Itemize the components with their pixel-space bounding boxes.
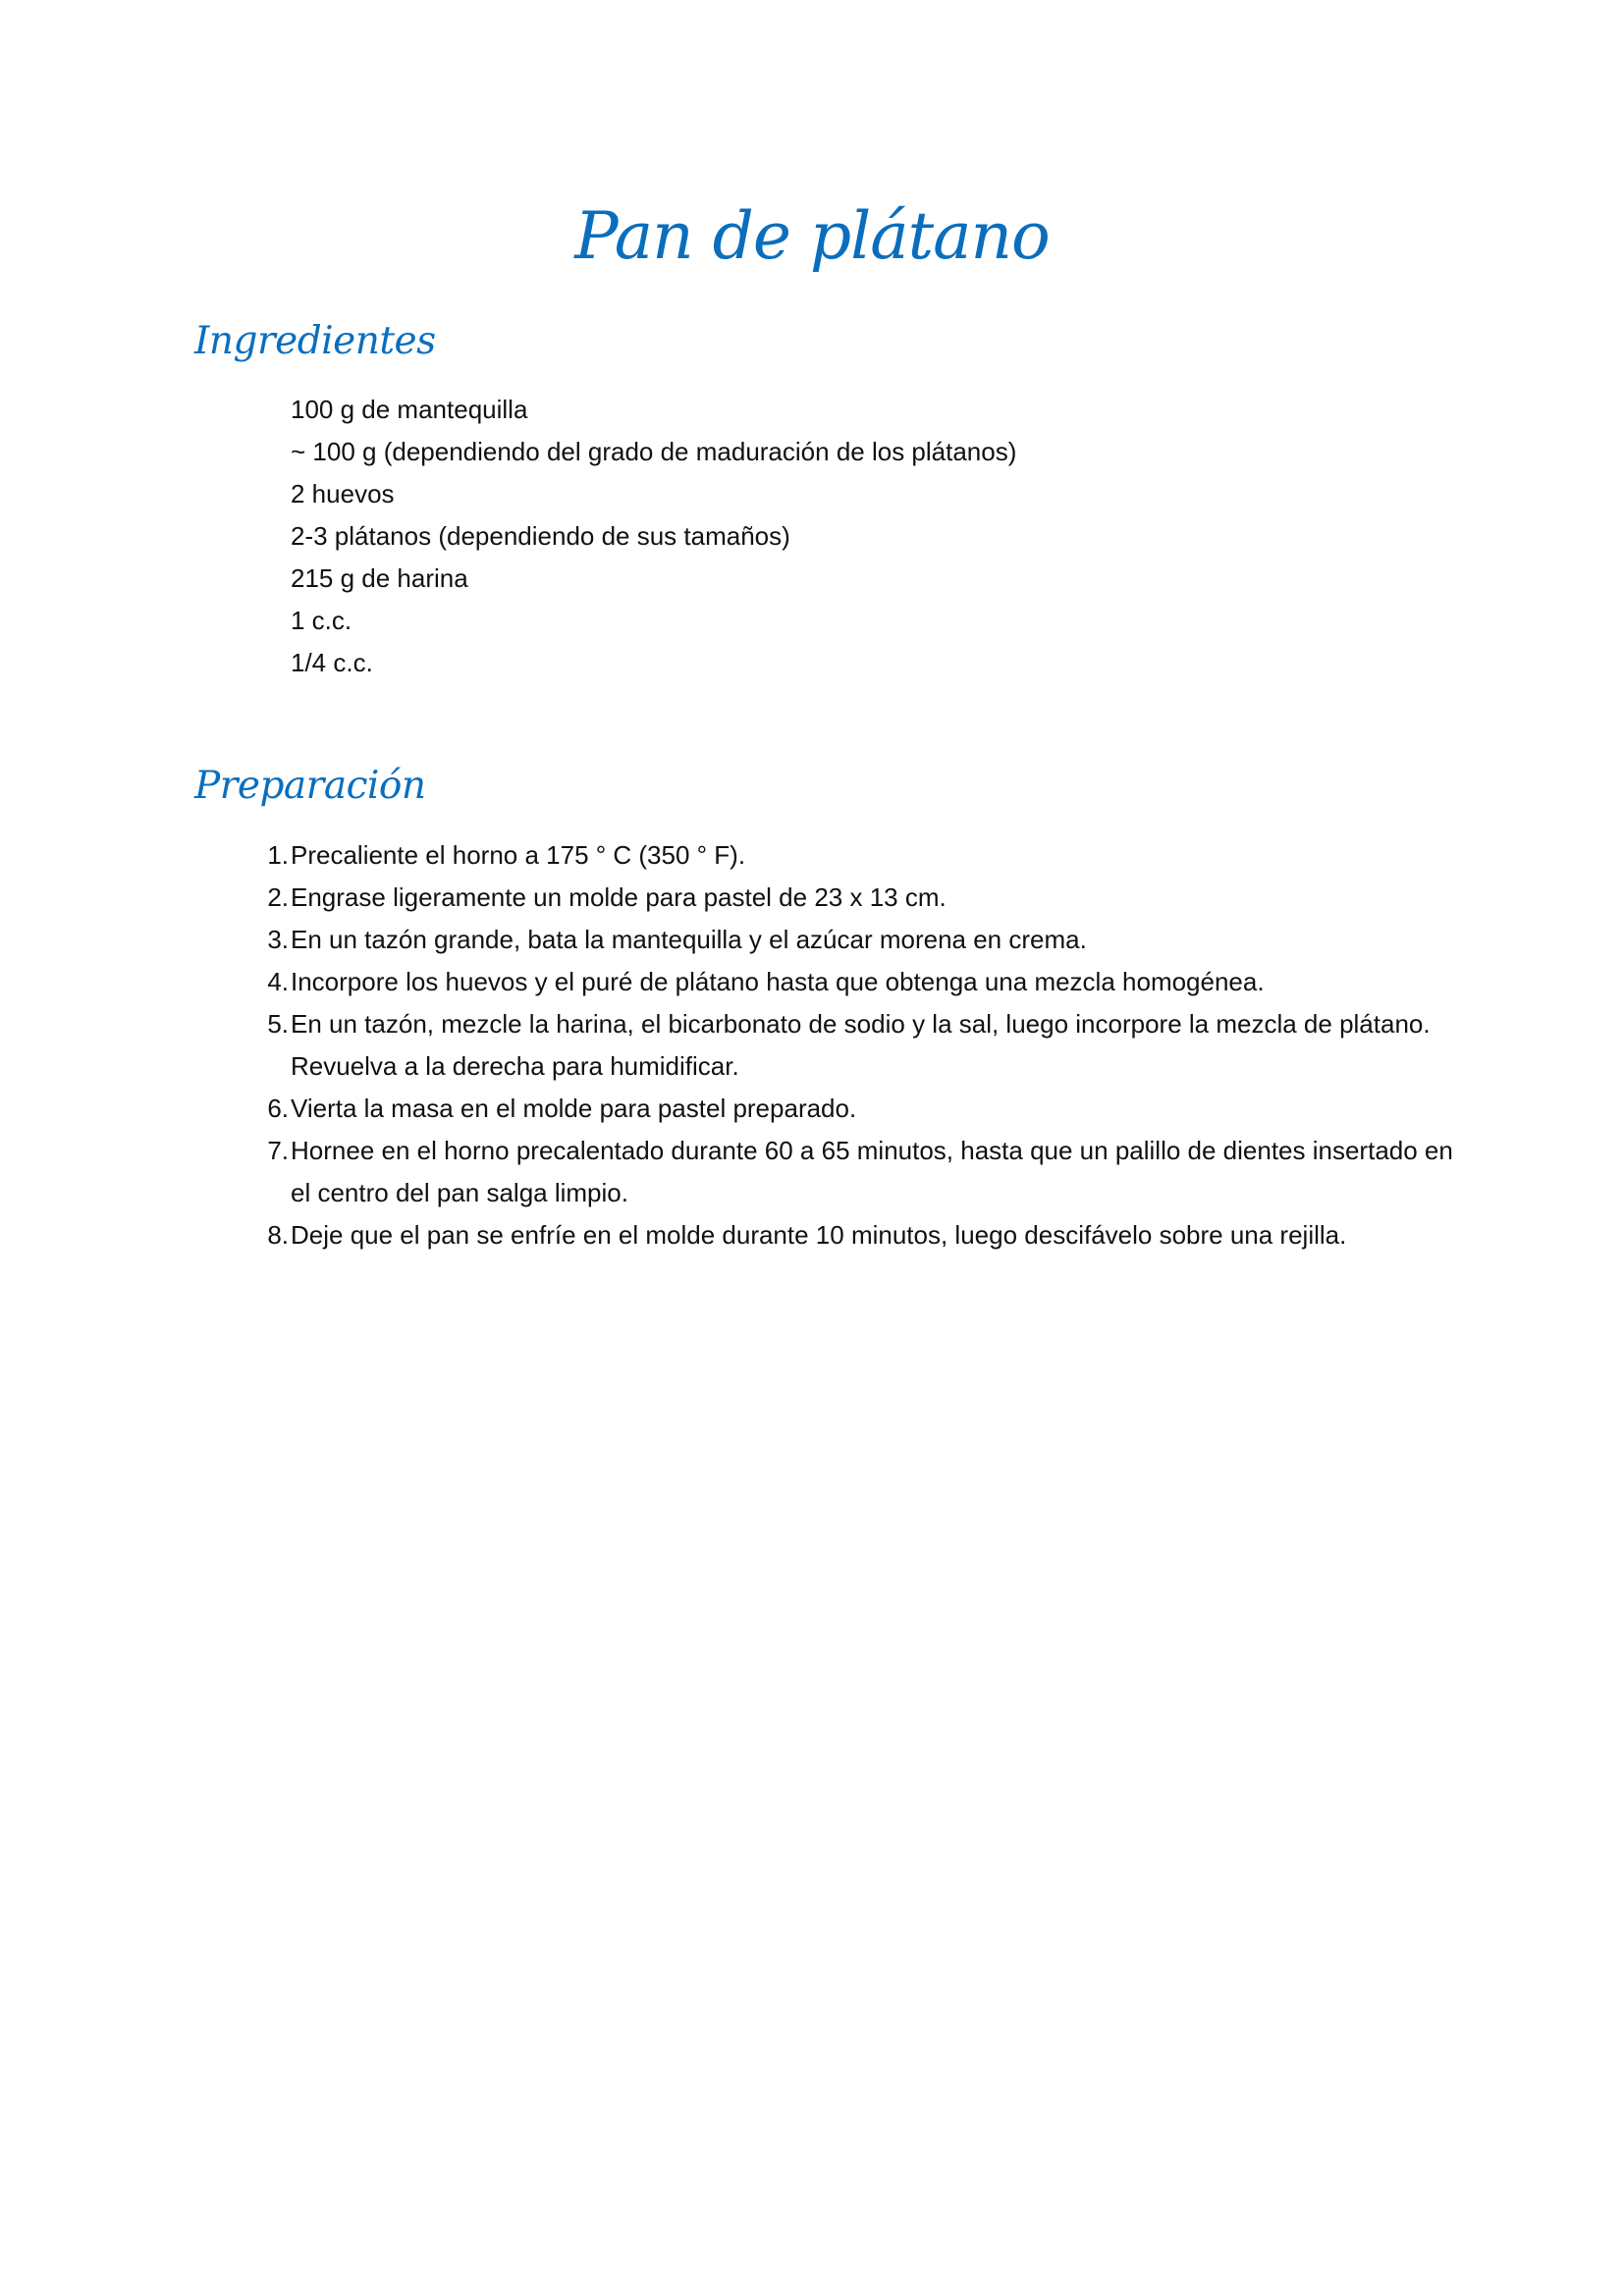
step-text: Engrase ligeramente un molde para pastel de 23 x 13 cm. — [291, 882, 947, 912]
preparation-step — [236, 1088, 1473, 1130]
preparation-step — [236, 1003, 1473, 1088]
step-text: Vierta la masa en el molde para pastel preparado. — [291, 1094, 857, 1123]
preparation-steps-list — [236, 834, 1473, 1256]
ingredient-item: 1/4 c.c. — [291, 648, 373, 677]
step-number: 8. — [267, 1220, 289, 1250]
ingredient-item: ~ 100 g (dependiendo del grado de maduración de los plátanos) — [291, 437, 1017, 466]
step-number: 2. — [267, 882, 289, 912]
preparation-step — [236, 1214, 1473, 1256]
ingredient-item: 2 huevos — [291, 479, 395, 508]
preparation-step — [236, 877, 1473, 919]
preparation-step — [236, 961, 1473, 1003]
step-text: En un tazón, mezcle la harina, el bicarbonato de sodio y la sal, luego incorpore la mezcla de plátano. Revuelva a la derecha para humidificar. — [291, 1009, 1431, 1081]
step-number: 6. — [267, 1094, 289, 1123]
preparation-step — [236, 834, 1473, 877]
step-number: 4. — [267, 967, 289, 996]
preparation-step — [236, 1130, 1473, 1214]
preparation-step — [236, 919, 1473, 961]
ingredient-item: 2-3 plátanos (dependiendo de sus tamaños) — [291, 521, 790, 551]
ingredients-list — [291, 389, 1016, 684]
ingredient-item: 1 c.c. — [291, 606, 352, 635]
ingredients-heading: Ingredientes — [194, 319, 436, 363]
step-text: Hornee en el horno precalentado durante 60 a 65 minutos, hasta que un palillo de dientes insertado en el centro del pan salga limpio. — [291, 1136, 1453, 1207]
step-number: 3. — [267, 925, 289, 954]
step-text: Precaliente el horno a 175 ° C (350 ° F). — [291, 840, 746, 870]
step-text: Incorpore los huevos y el puré de plátano hasta que obtenga una mezcla homogénea. — [291, 967, 1265, 996]
step-text: En un tazón grande, bata la mantequilla y el azúcar morena en crema. — [291, 925, 1087, 954]
step-number: 7. — [267, 1136, 289, 1165]
step-number: 1. — [267, 840, 289, 870]
ingredient-item: 215 g de harina — [291, 563, 468, 593]
step-text: Deje que el pan se enfríe en el molde durante 10 minutos, luego descifávelo sobre una rejilla. — [291, 1220, 1347, 1250]
ingredient-item: 100 g de mantequilla — [291, 395, 528, 424]
document-title: Pan de plátano — [574, 198, 1050, 274]
step-number: 5. — [267, 1009, 289, 1039]
preparation-heading: Preparación — [194, 764, 426, 808]
